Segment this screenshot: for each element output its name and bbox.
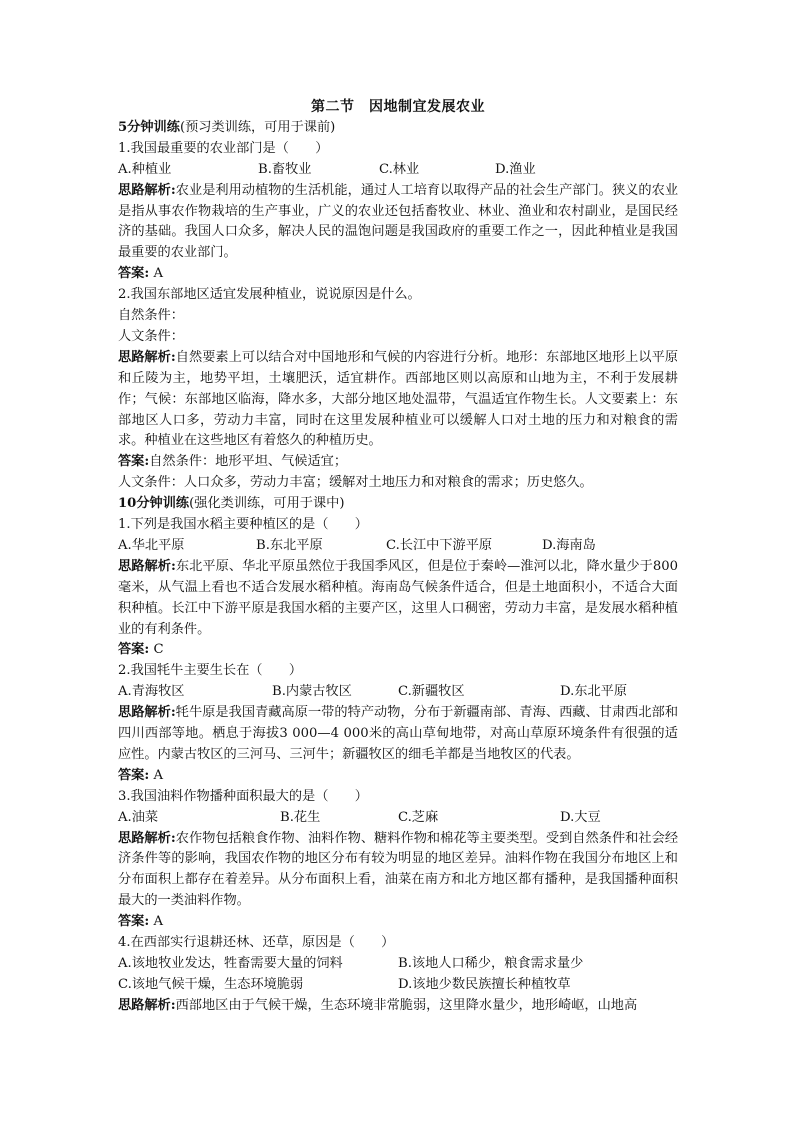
option-c: C.长江中下游平原 — [386, 537, 493, 553]
option-c: C.林业 — [379, 161, 420, 177]
analysis-label: 思路解析: — [118, 830, 176, 846]
document-page — [118, 97, 678, 1017]
option-b: B.东北平原 — [256, 537, 323, 553]
analysis-text: 农业是利用动植物的生活机能，通过人工培育以取得产品的社会生产部门。狭义的农业是指从事农作物栽培的生产事业，广义的农业还包括畜牧业、林业、渔业和农村副业，是国民经济的基础。我国人口众多，解决人民的温饱问题是我国政府的重要工作之一，因此种植业是我国最重要的农业部门。 — [118, 182, 679, 261]
options-row — [118, 975, 678, 996]
option-a: A.青海牧区 — [118, 684, 185, 700]
options-row — [118, 808, 678, 829]
natural-conditions-prompt: 自然条件： — [118, 308, 184, 324]
section-header-10min — [118, 494, 678, 515]
option-b: B.花生 — [280, 809, 321, 825]
section-header-note: (强化类训练，可用于课中) — [189, 496, 345, 512]
section-header-label: 5分钟训练 — [118, 120, 180, 135]
human-conditions-prompt: 人文条件： — [118, 328, 184, 344]
analysis-label: 思路解析: — [118, 558, 176, 574]
question-stem: 2.我国东部地区适宜发展种植业，说说原因是什么。 — [118, 287, 421, 303]
option-d: D.东北平原 — [560, 684, 628, 700]
answer-line — [118, 264, 678, 285]
question-stem: 4.在西部实行退耕还林、还草，原因是（ ） — [118, 935, 395, 951]
analysis-text: 农作物包括粮食作物、油料作物、糖料作物和棉花等主要类型。受到自然条件和社会经济条件等的影响，我国农作物的地区分布有较为明显的地区差异。油料作物在我国分布地区上和分布面积上都存在着差异。从分布面积上看，油菜在南方和北方地区都有播种，是我国播种面积最大的一类油料作物。 — [118, 830, 679, 909]
options-row — [118, 536, 678, 557]
options-row — [118, 682, 678, 703]
option-c: C.该地气候干燥，生态环境脆弱 — [118, 976, 304, 992]
answer-label: 答案: — [118, 767, 150, 783]
analysis-paragraph — [118, 829, 678, 913]
option-d: D.海南岛 — [542, 537, 596, 553]
analysis-paragraph — [118, 181, 678, 265]
answer-value: A — [149, 914, 163, 930]
section-header-note: (预习类训练，可用于课前) — [179, 120, 336, 135]
question-stem: 3.我国油料作物播种面积最大的是（ ） — [118, 788, 368, 804]
question-stem: 2.我国牦牛主要生长在（ ） — [118, 663, 303, 679]
option-d: D.该地少数民族擅长种植牧草 — [398, 976, 571, 992]
question-stem: 1.下列是我国水稻主要种植区的是（ ） — [118, 517, 368, 533]
answer-label: 答案: — [118, 642, 150, 658]
page-title: 第二节 因地制宜发展农业 — [311, 99, 485, 115]
answer-line — [118, 912, 678, 933]
question-stem: 1.我国最重要的农业部门是（ ） — [118, 140, 329, 156]
option-a: A.种植业 — [118, 161, 172, 177]
answer-line — [118, 766, 678, 787]
answer-continuation: 人文条件：人口众多，劳动力丰富；缓解对土地压力和对粮食的需求；历史悠久。 — [118, 475, 593, 491]
analysis-text: 自然要素上可以结合对中国地形和气候的内容进行分析。地形：东部地区地形上以平原和丘陵为主，地势平坦，土壤肥沃，适宜耕作。西部地区则以高原和山地为主，不利于发展耕作；气候：东部地区临海，降水多，大部分地区地处温带，气温适宜作物生长。人文要素上：东部地区人口多，劳动力丰富，同时在这里发展种植业可以缓解人口对土地的压力和对粮食的需求。种植业在这些地区有着悠久的种植历史。 — [118, 349, 679, 449]
answer-value: 自然条件：地形平坦、气候适宜； — [149, 454, 348, 470]
answer-value: A — [149, 266, 163, 282]
options-row — [118, 160, 678, 181]
option-c: C.芝麻 — [398, 809, 439, 825]
answer-label: 答案: — [118, 914, 150, 930]
option-d: D.大豆 — [560, 809, 601, 825]
analysis-text: 牦牛原是我国青藏高原一带的特产动物，分布于新疆南部、青海、西藏、甘肃西北部和四川西部等地。栖息于海拔3 000—4 000米的高山草甸地带，对高山草原环境条件有很强的适应性。内蒙古牧区的三河马、三河牛；新疆牧区的细毛羊都是当地牧区的代表。 — [118, 705, 679, 762]
analysis-paragraph — [118, 557, 678, 641]
analysis-paragraph — [118, 348, 678, 453]
option-a: A.华北平原 — [118, 537, 185, 553]
option-c: C.新疆牧区 — [398, 684, 465, 700]
analysis-label: 思路解析: — [118, 705, 176, 721]
answer-label: 答案: — [118, 454, 150, 470]
option-b: B.内蒙古牧区 — [272, 684, 352, 700]
answer-line — [118, 452, 678, 473]
answer-value: C — [149, 642, 164, 658]
analysis-label: 思路解析: — [118, 997, 176, 1013]
option-b: B.该地人口稀少，粮食需求量少 — [398, 955, 584, 971]
analysis-text: 西部地区由于气候干燥，生态环境非常脆弱，这里降水量少，地形崎岖，山地高 — [175, 997, 638, 1013]
analysis-text: 东北平原、华北平原虽然位于我国季风区，但是位于秦岭—淮河以北，降水量少于800毫米，从气温上看也不适合发展水稻种植。海南岛气候条件适合，但是土地面积小，不适合大面积种植。长江中下游平原是我国水稻的主要产区，这里人口稠密，劳动力丰富，是发展水稻种植业的有利条件。 — [118, 558, 678, 637]
analysis-label: 思路解析: — [118, 349, 176, 365]
option-b: B.畜牧业 — [258, 161, 312, 177]
answer-value: A — [149, 767, 163, 783]
analysis-label: 思路解析: — [118, 182, 176, 198]
options-row — [118, 954, 678, 975]
answer-label: 答案: — [118, 266, 150, 282]
answer-line — [118, 640, 678, 661]
option-d: D.渔业 — [495, 161, 536, 177]
option-a: A.该地牧业发达，牲畜需要大量的饲料 — [118, 955, 343, 971]
option-a: A.油菜 — [118, 809, 159, 825]
analysis-paragraph — [118, 703, 678, 766]
section-header-label: 10分钟训练 — [118, 496, 190, 512]
section-header-5min — [118, 118, 678, 139]
analysis-paragraph — [118, 996, 678, 1017]
